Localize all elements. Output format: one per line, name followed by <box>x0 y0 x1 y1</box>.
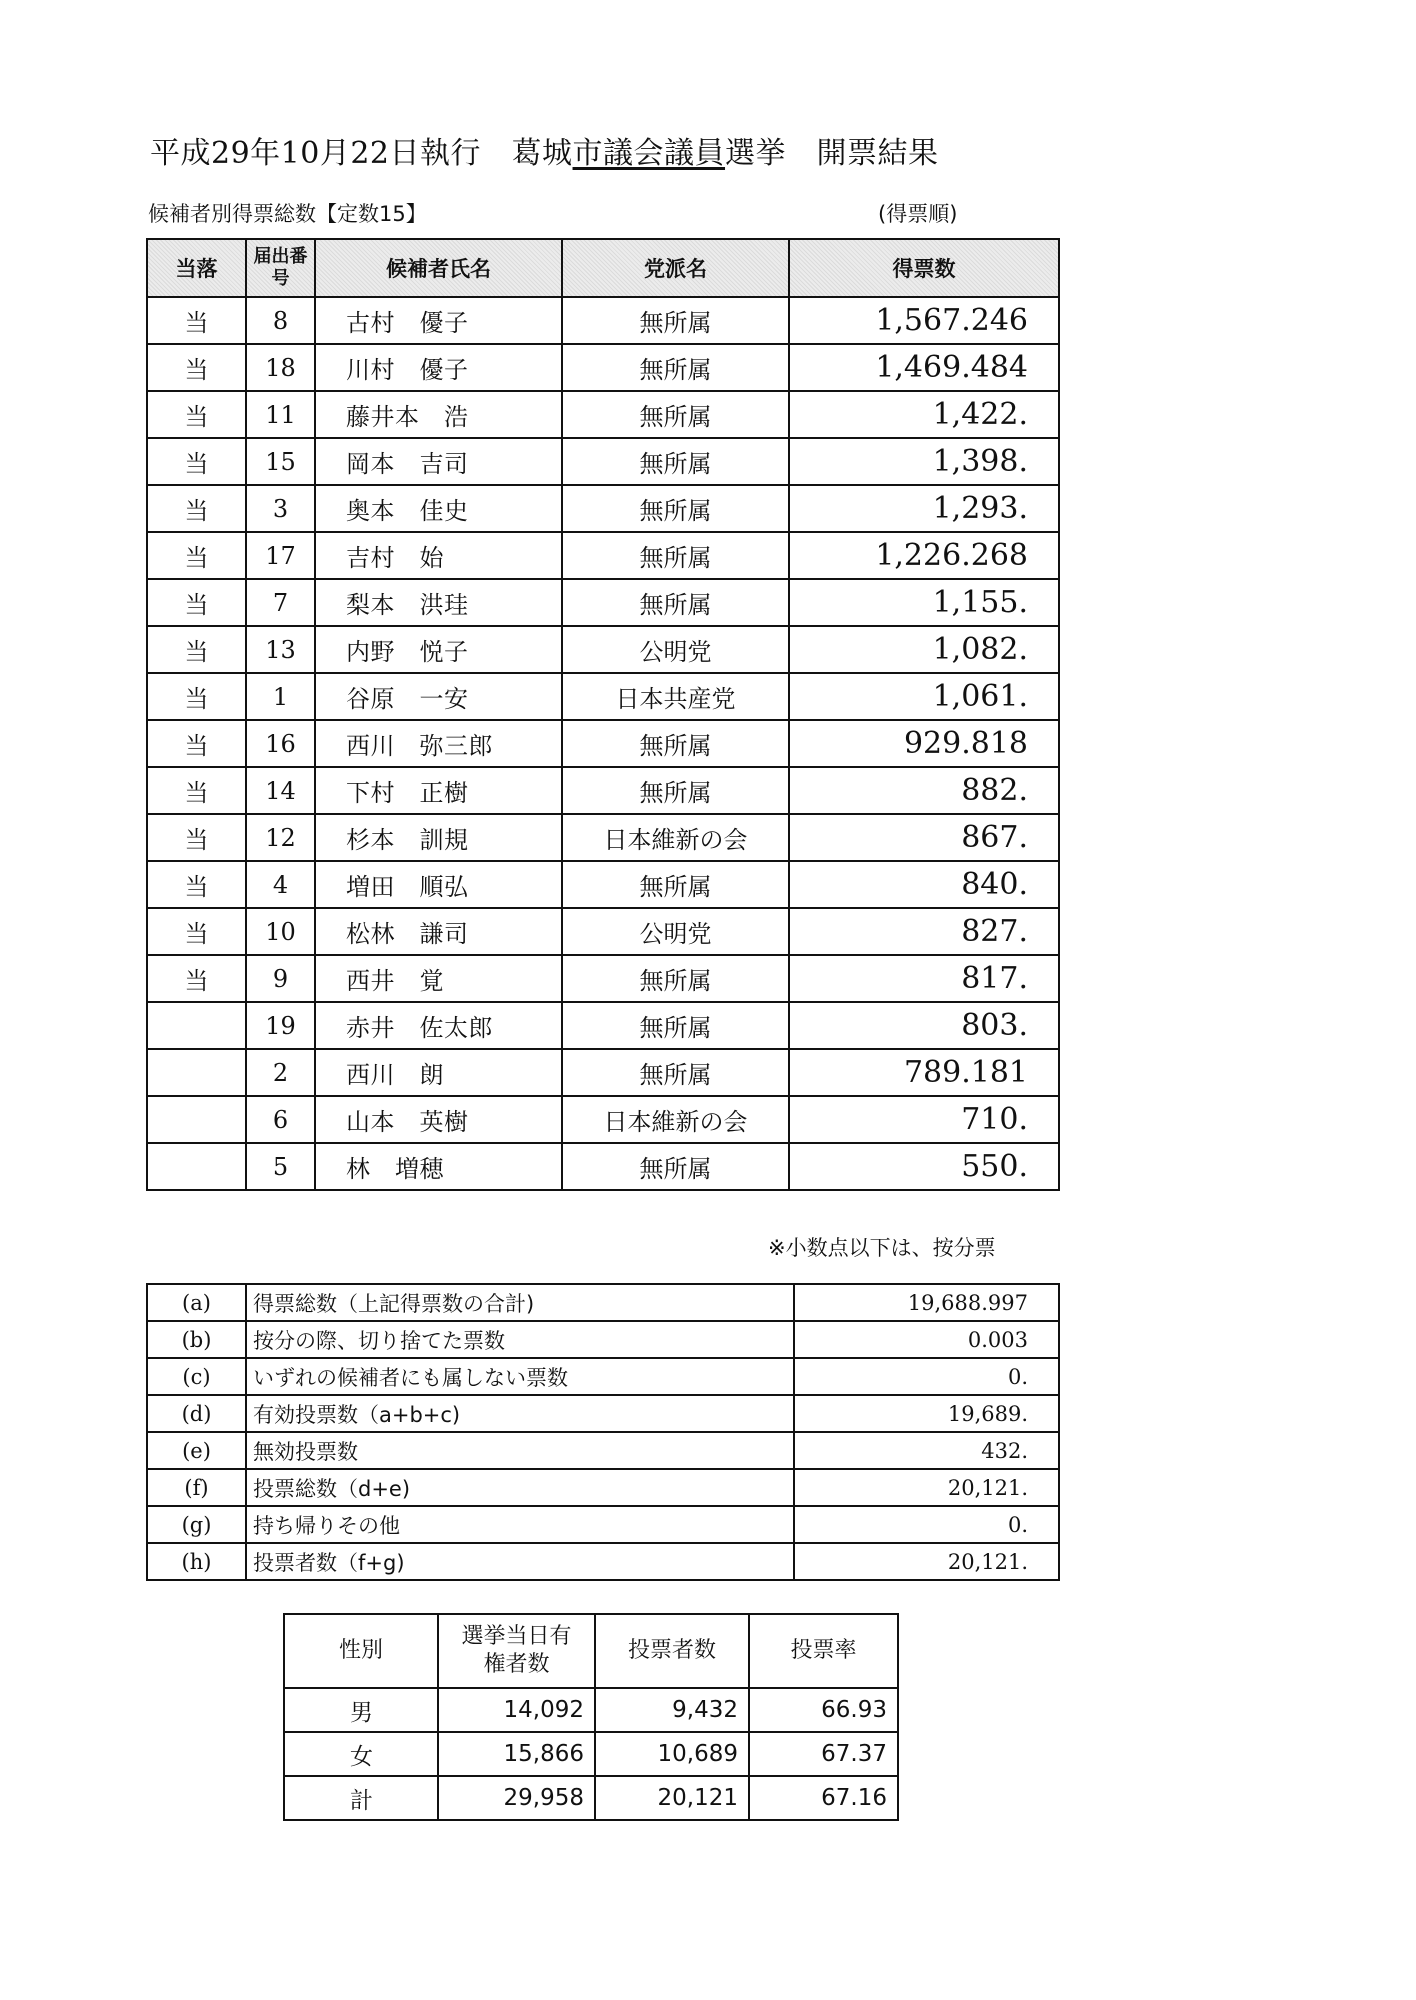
candidate-name-text: 松林 謙司 <box>346 920 469 948</box>
candidate-name-text: 下村 正樹 <box>346 779 469 807</box>
candidate-party: 無所属 <box>562 485 789 532</box>
candidate-result: 当 <box>147 861 246 908</box>
candidate-row <box>147 908 1059 955</box>
candidate-row <box>147 720 1059 767</box>
summary-row <box>147 1506 1059 1543</box>
candidate-votes <box>789 1143 1059 1190</box>
summary-value: 0. <box>794 1506 1059 1543</box>
candidate-votes <box>789 673 1059 720</box>
candidate-name-text: 梨本 洪珪 <box>346 591 469 619</box>
candidate-number: 15 <box>246 438 315 485</box>
summary-value: 432. <box>794 1432 1059 1469</box>
summary-key: (g) <box>147 1506 246 1543</box>
candidate-row <box>147 344 1059 391</box>
summary-value: 0. <box>794 1358 1059 1395</box>
candidate-result: 当 <box>147 485 246 532</box>
gender-row <box>284 1732 898 1776</box>
candidate-name-text: 奥本 佳史 <box>346 497 469 525</box>
candidate-row <box>147 767 1059 814</box>
candidate-votes <box>789 1049 1059 1096</box>
candidate-name <box>315 1002 562 1049</box>
candidate-number: 3 <box>246 485 315 532</box>
title-assembly: 市議会議員 <box>572 136 726 171</box>
candidate-votes <box>789 532 1059 579</box>
candidate-number: 10 <box>246 908 315 955</box>
candidate-name <box>315 297 562 344</box>
candidate-votes <box>789 626 1059 673</box>
candidate-row <box>147 579 1059 626</box>
candidate-number: 2 <box>246 1049 315 1096</box>
gender-label: 男 <box>284 1688 438 1732</box>
candidate-votes-text: 1,061. <box>932 679 1028 714</box>
candidate-party: 無所属 <box>562 532 789 579</box>
candidate-votes <box>789 814 1059 861</box>
summary-label: 有効投票数（a+b+c) <box>246 1395 794 1432</box>
candidate-party: 無所属 <box>562 767 789 814</box>
candidate-votes-text: 1,469.484 <box>875 350 1028 385</box>
header-eligible-text: 選挙当日有権者数 <box>461 1624 572 1677</box>
candidate-name-text: 杉本 訓規 <box>346 826 469 854</box>
candidate-party: 無所属 <box>562 1002 789 1049</box>
candidate-result: 当 <box>147 297 246 344</box>
candidate-name <box>315 955 562 1002</box>
title-result: 開票結果 <box>816 136 939 171</box>
candidate-name <box>315 438 562 485</box>
candidate-votes <box>789 1096 1059 1143</box>
candidate-result <box>147 1002 246 1049</box>
candidate-name-text: 林 増穂 <box>346 1155 444 1183</box>
candidate-votes-text: 929.818 <box>903 726 1028 761</box>
candidate-number: 12 <box>246 814 315 861</box>
candidate-result <box>147 1049 246 1096</box>
gender-table-body <box>284 1688 898 1820</box>
candidate-row <box>147 532 1059 579</box>
candidate-result: 当 <box>147 720 246 767</box>
header-gender: 性別 <box>284 1614 438 1688</box>
summary-key: (e) <box>147 1432 246 1469</box>
footnote: ※小数点以下は、按分票 <box>768 1236 996 1260</box>
gender-voters: 9,432 <box>595 1688 749 1732</box>
candidate-name <box>315 673 562 720</box>
title-city: 葛城 <box>511 136 573 171</box>
summary-key: (f) <box>147 1469 246 1506</box>
summary-row <box>147 1543 1059 1580</box>
gender-label: 女 <box>284 1732 438 1776</box>
candidate-row <box>147 861 1059 908</box>
candidate-name-text: 西井 覚 <box>346 967 444 995</box>
summary-label: いずれの候補者にも属しない票数 <box>246 1358 794 1395</box>
header-eligible <box>438 1614 595 1688</box>
header-number: 届出番号 <box>246 239 315 297</box>
candidate-number: 9 <box>246 955 315 1002</box>
candidate-votes-text: 882. <box>961 773 1028 808</box>
candidates-subheading: 候補者別得票総数【定数15】 <box>148 202 427 226</box>
candidate-name-text: 谷原 一安 <box>346 685 469 713</box>
gender-rate: 67.16 <box>749 1776 898 1820</box>
candidates-table-body <box>147 297 1059 1190</box>
candidate-result: 当 <box>147 438 246 485</box>
candidate-number: 16 <box>246 720 315 767</box>
candidate-result: 当 <box>147 344 246 391</box>
header-party: 党派名 <box>562 239 789 297</box>
candidate-name <box>315 908 562 955</box>
candidate-votes-text: 550. <box>961 1149 1028 1184</box>
candidate-name <box>315 626 562 673</box>
candidate-votes-text: 1,293. <box>932 491 1028 526</box>
candidate-row <box>147 297 1059 344</box>
summary-row <box>147 1469 1059 1506</box>
candidate-votes-text: 1,226.268 <box>875 538 1028 573</box>
candidate-name <box>315 720 562 767</box>
candidate-name-text: 岡本 吉司 <box>346 450 469 478</box>
candidate-row <box>147 391 1059 438</box>
summary-label: 得票総数（上記得票数の合計) <box>246 1284 794 1321</box>
candidate-number: 17 <box>246 532 315 579</box>
candidate-votes <box>789 579 1059 626</box>
candidate-name-text: 西川 弥三郎 <box>346 732 493 760</box>
gender-header-row <box>284 1614 898 1688</box>
candidate-votes-text: 1,567.246 <box>875 303 1028 338</box>
candidate-votes <box>789 438 1059 485</box>
candidate-row <box>147 1002 1059 1049</box>
candidate-party: 無所属 <box>562 391 789 438</box>
summary-key: (d) <box>147 1395 246 1432</box>
candidate-name-text: 内野 悦子 <box>346 638 469 666</box>
candidate-number: 14 <box>246 767 315 814</box>
summary-key: (a) <box>147 1284 246 1321</box>
candidate-name <box>315 767 562 814</box>
candidate-votes-text: 1,398. <box>932 444 1028 479</box>
summary-value: 20,121. <box>794 1469 1059 1506</box>
candidate-votes-text: 817. <box>961 961 1028 996</box>
summary-key: (c) <box>147 1358 246 1395</box>
candidate-result: 当 <box>147 391 246 438</box>
gender-turnout-table <box>283 1613 899 1821</box>
summary-key: (h) <box>147 1543 246 1580</box>
candidate-name-text: 増田 順弘 <box>346 873 469 901</box>
candidate-name-text: 古村 優子 <box>346 309 469 337</box>
candidate-votes <box>789 391 1059 438</box>
order-note: (得票順) <box>878 202 958 226</box>
candidate-name <box>315 485 562 532</box>
candidate-result <box>147 1096 246 1143</box>
candidate-votes-text: 710. <box>961 1102 1028 1137</box>
candidate-party: 無所属 <box>562 720 789 767</box>
candidate-number: 1 <box>246 673 315 720</box>
summary-label: 投票総数（d+e) <box>246 1469 794 1506</box>
candidate-row <box>147 485 1059 532</box>
candidate-result: 当 <box>147 767 246 814</box>
candidate-row <box>147 955 1059 1002</box>
candidate-result: 当 <box>147 626 246 673</box>
title-date: 平成29年10月22日執行 <box>150 136 482 171</box>
candidate-number: 18 <box>246 344 315 391</box>
candidate-result: 当 <box>147 532 246 579</box>
candidate-votes-text: 1,422. <box>932 397 1028 432</box>
candidate-party: 日本共産党 <box>562 673 789 720</box>
summary-row <box>147 1321 1059 1358</box>
candidate-party: 無所属 <box>562 438 789 485</box>
candidate-result: 当 <box>147 814 246 861</box>
candidate-name-text: 赤井 佐太郎 <box>346 1014 493 1042</box>
candidate-party: 無所属 <box>562 1049 789 1096</box>
candidate-party: 日本維新の会 <box>562 1096 789 1143</box>
candidate-party: 無所属 <box>562 579 789 626</box>
header-rate: 投票率 <box>749 1614 898 1688</box>
summary-value: 20,121. <box>794 1543 1059 1580</box>
candidate-name <box>315 579 562 626</box>
candidate-result: 当 <box>147 579 246 626</box>
candidate-name <box>315 1143 562 1190</box>
candidates-header-row <box>147 239 1059 297</box>
candidate-party: 無所属 <box>562 297 789 344</box>
candidate-row <box>147 1143 1059 1190</box>
candidate-row <box>147 626 1059 673</box>
summary-table <box>146 1283 1060 1581</box>
summary-label: 投票者数（f+g) <box>246 1543 794 1580</box>
candidate-votes-text: 1,155. <box>932 585 1028 620</box>
candidate-row <box>147 1096 1059 1143</box>
candidate-votes-text: 789.181 <box>903 1055 1028 1090</box>
gender-label: 計 <box>284 1776 438 1820</box>
candidate-result: 当 <box>147 673 246 720</box>
candidate-name-text: 吉村 始 <box>346 544 444 572</box>
gender-voters: 20,121 <box>595 1776 749 1820</box>
summary-row <box>147 1432 1059 1469</box>
candidate-votes <box>789 344 1059 391</box>
candidate-party: 無所属 <box>562 955 789 1002</box>
candidate-name-text: 西川 朗 <box>346 1061 444 1089</box>
candidate-name <box>315 1096 562 1143</box>
candidate-votes <box>789 1002 1059 1049</box>
candidate-votes <box>789 767 1059 814</box>
candidate-votes-text: 827. <box>961 914 1028 949</box>
gender-row <box>284 1688 898 1732</box>
summary-table-body <box>147 1284 1059 1580</box>
header-voters: 投票者数 <box>595 1614 749 1688</box>
candidate-name <box>315 391 562 438</box>
candidate-party: 無所属 <box>562 344 789 391</box>
summary-value: 19,689. <box>794 1395 1059 1432</box>
candidate-votes <box>789 955 1059 1002</box>
candidate-number: 5 <box>246 1143 315 1190</box>
candidate-number: 8 <box>246 297 315 344</box>
candidates-table <box>146 238 1060 1191</box>
gender-eligible: 29,958 <box>438 1776 595 1820</box>
candidate-name-text: 山本 英樹 <box>346 1108 469 1136</box>
candidate-number: 11 <box>246 391 315 438</box>
summary-value: 19,688.997 <box>794 1284 1059 1321</box>
gender-eligible: 14,092 <box>438 1688 595 1732</box>
gender-eligible: 15,866 <box>438 1732 595 1776</box>
summary-key: (b) <box>147 1321 246 1358</box>
summary-value: 0.003 <box>794 1321 1059 1358</box>
candidate-name <box>315 814 562 861</box>
candidate-votes <box>789 908 1059 955</box>
candidate-votes <box>789 861 1059 908</box>
candidate-votes <box>789 720 1059 767</box>
candidate-votes-text: 840. <box>961 867 1028 902</box>
candidate-result: 当 <box>147 908 246 955</box>
summary-label: 無効投票数 <box>246 1432 794 1469</box>
candidate-party: 無所属 <box>562 1143 789 1190</box>
summary-row <box>147 1395 1059 1432</box>
gender-rate: 67.37 <box>749 1732 898 1776</box>
candidate-votes <box>789 297 1059 344</box>
candidate-number: 7 <box>246 579 315 626</box>
candidate-result <box>147 1143 246 1190</box>
candidate-number: 13 <box>246 626 315 673</box>
candidate-row <box>147 673 1059 720</box>
candidate-name <box>315 861 562 908</box>
candidate-name <box>315 344 562 391</box>
candidate-row <box>147 438 1059 485</box>
candidate-name <box>315 1049 562 1096</box>
summary-label: 持ち帰りその他 <box>246 1506 794 1543</box>
candidate-name-text: 藤井本 浩 <box>346 403 469 431</box>
summary-row <box>147 1284 1059 1321</box>
candidate-party: 公明党 <box>562 908 789 955</box>
header-name: 候補者氏名 <box>315 239 562 297</box>
header-result: 当落 <box>147 239 246 297</box>
gender-voters: 10,689 <box>595 1732 749 1776</box>
candidate-votes-text: 867. <box>961 820 1028 855</box>
header-votes: 得票数 <box>789 239 1059 297</box>
page-title <box>150 128 939 172</box>
candidate-votes-text: 803. <box>961 1008 1028 1043</box>
candidate-party: 公明党 <box>562 626 789 673</box>
title-election: 選挙 <box>725 136 787 171</box>
summary-row <box>147 1358 1059 1395</box>
gender-row <box>284 1776 898 1820</box>
gender-rate: 66.93 <box>749 1688 898 1732</box>
candidate-votes-text: 1,082. <box>932 632 1028 667</box>
candidate-number: 19 <box>246 1002 315 1049</box>
candidate-name <box>315 532 562 579</box>
candidate-row <box>147 1049 1059 1096</box>
candidate-party: 日本維新の会 <box>562 814 789 861</box>
candidate-votes <box>789 485 1059 532</box>
candidate-number: 6 <box>246 1096 315 1143</box>
candidate-number: 4 <box>246 861 315 908</box>
candidate-row <box>147 814 1059 861</box>
candidate-party: 無所属 <box>562 861 789 908</box>
summary-label: 按分の際、切り捨てた票数 <box>246 1321 794 1358</box>
candidate-name-text: 川村 優子 <box>346 356 469 384</box>
candidate-result: 当 <box>147 955 246 1002</box>
